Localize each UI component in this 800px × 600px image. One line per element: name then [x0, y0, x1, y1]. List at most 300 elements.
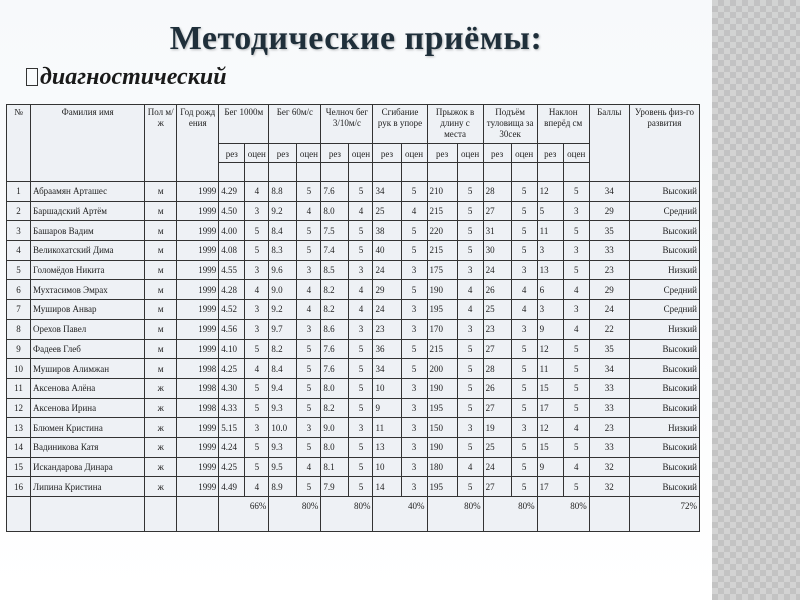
cell-shuttle-result: 8.0	[321, 378, 349, 398]
cell-bend-grade: 3	[563, 201, 589, 221]
cell-jump-result: 215	[427, 241, 457, 261]
cell-situps-result: 25	[483, 300, 511, 320]
cell-shuttle-grade: 3	[349, 418, 373, 438]
cell-number: 16	[7, 477, 31, 497]
cell-pushups-result: 38	[373, 221, 401, 241]
slide-subtitle	[26, 64, 227, 91]
cell-pushups-grade: 5	[401, 241, 427, 261]
cell-jump-grade: 4	[457, 280, 483, 300]
cell-jump-grade: 5	[457, 201, 483, 221]
cell-points: 33	[589, 398, 629, 418]
cell-shuttle-result: 8.1	[321, 457, 349, 477]
cell-bend-grade: 5	[563, 339, 589, 359]
cell-jump-grade: 5	[457, 182, 483, 202]
cell-jump-result: 215	[427, 201, 457, 221]
total-long-jump: 80%	[427, 497, 483, 532]
cell-level: Высокий	[629, 339, 699, 359]
cell-birth-year: 1998	[177, 398, 219, 418]
table-row	[7, 221, 700, 241]
subheader-result: рез	[427, 144, 457, 163]
empty-cell	[589, 497, 629, 532]
col-header-name: Фамилия имя	[31, 105, 145, 182]
cell-level: Высокий	[629, 398, 699, 418]
cell-situps-result: 24	[483, 260, 511, 280]
cell-jump-result: 220	[427, 221, 457, 241]
cell-jump-grade: 3	[457, 418, 483, 438]
cell-jump-result: 215	[427, 339, 457, 359]
cell-sex: м	[145, 339, 177, 359]
cell-pushups-grade: 3	[401, 260, 427, 280]
cell-number: 1	[7, 182, 31, 202]
cell-situps-result: 23	[483, 319, 511, 339]
cell-situps-result: 27	[483, 477, 511, 497]
cell-birth-year: 1999	[177, 437, 219, 457]
cell-number: 9	[7, 339, 31, 359]
table-row	[7, 339, 700, 359]
cell-run-60-result: 8.3	[269, 241, 297, 261]
cell-number: 3	[7, 221, 31, 241]
empty-cell	[349, 163, 373, 182]
cell-situps-grade: 5	[511, 201, 537, 221]
cell-run-1000-result: 4.25	[219, 457, 245, 477]
cell-run-1000-grade: 3	[245, 260, 269, 280]
cell-run-1000-result: 4.50	[219, 201, 245, 221]
cell-run-60-grade: 5	[297, 241, 321, 261]
cell-jump-grade: 3	[457, 319, 483, 339]
cell-run-1000-grade: 4	[245, 477, 269, 497]
cell-bend-result: 11	[537, 221, 563, 241]
col-header-pushups: Сгибание рук в упоре	[373, 105, 427, 144]
cell-number: 8	[7, 319, 31, 339]
cell-run-60-grade: 5	[297, 398, 321, 418]
cell-run-1000-result: 4.25	[219, 359, 245, 379]
cell-sex: м	[145, 201, 177, 221]
table-row	[7, 359, 700, 379]
cell-bend-grade: 5	[563, 398, 589, 418]
table-row	[7, 182, 700, 202]
cell-run-60-result: 9.4	[269, 378, 297, 398]
cell-birth-year: 1999	[177, 260, 219, 280]
cell-pushups-result: 24	[373, 300, 401, 320]
col-header-run-1000: Бег 1000м	[219, 105, 269, 144]
cell-shuttle-grade: 5	[349, 477, 373, 497]
cell-run-1000-result: 4.49	[219, 477, 245, 497]
cell-pushups-grade: 3	[401, 378, 427, 398]
cell-bend-result: 15	[537, 437, 563, 457]
cell-name: Абраамян Арташес	[31, 182, 145, 202]
subheader-result: рез	[373, 144, 401, 163]
cell-bend-grade: 5	[563, 359, 589, 379]
cell-run-1000-result: 4.56	[219, 319, 245, 339]
cell-level: Низкий	[629, 319, 699, 339]
cell-situps-grade: 5	[511, 457, 537, 477]
table-row	[7, 241, 700, 261]
cell-situps-grade: 5	[511, 378, 537, 398]
cell-run-60-grade: 4	[297, 280, 321, 300]
cell-bend-grade: 5	[563, 378, 589, 398]
subheader-result: рез	[219, 144, 245, 163]
cell-name: Блюмен Кристина	[31, 418, 145, 438]
cell-run-1000-result: 4.00	[219, 221, 245, 241]
col-header-long-jump: Прыжок в длину с места	[427, 105, 483, 144]
cell-birth-year: 1998	[177, 359, 219, 379]
empty-cell	[145, 497, 177, 532]
cell-situps-grade: 5	[511, 398, 537, 418]
cell-shuttle-result: 8.2	[321, 398, 349, 418]
cell-name: Фадеев Глеб	[31, 339, 145, 359]
cell-run-1000-grade: 4	[245, 280, 269, 300]
cell-run-1000-result: 4.33	[219, 398, 245, 418]
cell-bend-grade: 5	[563, 182, 589, 202]
cell-run-60-grade: 5	[297, 339, 321, 359]
cell-pushups-grade: 3	[401, 457, 427, 477]
results-table	[6, 104, 700, 532]
cell-run-60-result: 8.4	[269, 221, 297, 241]
cell-birth-year: 1999	[177, 221, 219, 241]
cell-run-60-grade: 3	[297, 319, 321, 339]
cell-pushups-grade: 5	[401, 359, 427, 379]
cell-jump-result: 190	[427, 378, 457, 398]
cell-situps-grade: 5	[511, 221, 537, 241]
cell-number: 7	[7, 300, 31, 320]
cell-name: Аксенова Алёна	[31, 378, 145, 398]
cell-situps-grade: 5	[511, 182, 537, 202]
cell-pushups-result: 36	[373, 339, 401, 359]
cell-points: 33	[589, 241, 629, 261]
subheader-grade: оцен	[457, 144, 483, 163]
cell-sex: ж	[145, 398, 177, 418]
cell-pushups-result: 10	[373, 457, 401, 477]
total-level: 72%	[629, 497, 699, 532]
cell-run-60-result: 9.2	[269, 300, 297, 320]
cell-run-60-grade: 3	[297, 260, 321, 280]
total-bend: 80%	[537, 497, 589, 532]
cell-run-1000-result: 4.28	[219, 280, 245, 300]
cell-jump-result: 195	[427, 300, 457, 320]
cell-jump-grade: 5	[457, 378, 483, 398]
cell-jump-result: 195	[427, 477, 457, 497]
cell-number: 2	[7, 201, 31, 221]
empty-cell	[269, 163, 297, 182]
empty-cell	[219, 163, 245, 182]
cell-level: Высокий	[629, 457, 699, 477]
subheader-grade: оцен	[563, 144, 589, 163]
cell-sex: м	[145, 319, 177, 339]
cell-shuttle-result: 8.5	[321, 260, 349, 280]
empty-cell	[177, 497, 219, 532]
cell-points: 23	[589, 260, 629, 280]
cell-name: Мухтасимов Эмрах	[31, 280, 145, 300]
table-row	[7, 398, 700, 418]
subheader-result: рез	[537, 144, 563, 163]
cell-level: Средний	[629, 280, 699, 300]
cell-run-60-result: 9.0	[269, 280, 297, 300]
cell-run-60-grade: 5	[297, 437, 321, 457]
empty-cell	[7, 497, 31, 532]
cell-jump-result: 170	[427, 319, 457, 339]
cell-run-60-grade: 3	[297, 418, 321, 438]
subheader-grade: оцен	[297, 144, 321, 163]
cell-shuttle-result: 7.9	[321, 477, 349, 497]
table-row	[7, 300, 700, 320]
cell-situps-grade: 5	[511, 437, 537, 457]
cell-number: 4	[7, 241, 31, 261]
cell-run-60-grade: 5	[297, 182, 321, 202]
col-header-birth-year: Год рожд ения	[177, 105, 219, 182]
cell-run-1000-grade: 5	[245, 378, 269, 398]
cell-jump-grade: 5	[457, 241, 483, 261]
cell-shuttle-result: 7.6	[321, 182, 349, 202]
table-row	[7, 201, 700, 221]
cell-run-60-grade: 4	[297, 201, 321, 221]
totals-row	[7, 497, 700, 532]
cell-sex: ж	[145, 437, 177, 457]
cell-situps-grade: 3	[511, 418, 537, 438]
cell-shuttle-grade: 5	[349, 457, 373, 477]
cell-bend-result: 13	[537, 260, 563, 280]
cell-bend-grade: 5	[563, 477, 589, 497]
cell-run-60-result: 8.2	[269, 339, 297, 359]
cell-number: 11	[7, 378, 31, 398]
cell-pushups-result: 14	[373, 477, 401, 497]
cell-jump-grade: 5	[457, 477, 483, 497]
total-shuttle-run: 80%	[321, 497, 373, 532]
cell-name: Великохатский Дима	[31, 241, 145, 261]
cell-run-60-result: 8.8	[269, 182, 297, 202]
cell-run-1000-grade: 5	[245, 398, 269, 418]
empty-cell	[31, 497, 145, 532]
cell-bend-grade: 4	[563, 319, 589, 339]
cell-pushups-result: 24	[373, 260, 401, 280]
cell-bend-grade: 5	[563, 260, 589, 280]
cell-shuttle-result: 9.0	[321, 418, 349, 438]
cell-shuttle-grade: 4	[349, 300, 373, 320]
cell-run-1000-result: 4.29	[219, 182, 245, 202]
cell-situps-grade: 4	[511, 300, 537, 320]
cell-pushups-result: 29	[373, 280, 401, 300]
cell-level: Высокий	[629, 241, 699, 261]
subheader-grade: оцен	[401, 144, 427, 163]
cell-level: Высокий	[629, 359, 699, 379]
cell-bend-result: 12	[537, 182, 563, 202]
table-row	[7, 477, 700, 497]
cell-shuttle-grade: 3	[349, 319, 373, 339]
cell-situps-grade: 5	[511, 359, 537, 379]
empty-cell	[401, 163, 427, 182]
cell-jump-result: 195	[427, 398, 457, 418]
cell-run-60-grade: 4	[297, 300, 321, 320]
cell-bend-result: 9	[537, 319, 563, 339]
table-row	[7, 280, 700, 300]
cell-pushups-grade: 4	[401, 201, 427, 221]
cell-level: Высокий	[629, 378, 699, 398]
empty-cell	[321, 163, 349, 182]
cell-shuttle-grade: 3	[349, 260, 373, 280]
cell-level: Высокий	[629, 477, 699, 497]
cell-number: 14	[7, 437, 31, 457]
empty-cell	[537, 163, 563, 182]
cell-shuttle-grade: 5	[349, 221, 373, 241]
cell-bend-grade: 5	[563, 437, 589, 457]
cell-situps-result: 27	[483, 398, 511, 418]
cell-jump-result: 175	[427, 260, 457, 280]
cell-jump-grade: 4	[457, 457, 483, 477]
table-row	[7, 378, 700, 398]
cell-shuttle-grade: 5	[349, 359, 373, 379]
col-header-sex: Пол м/ж	[145, 105, 177, 182]
cell-jump-result: 210	[427, 182, 457, 202]
cell-pushups-result: 11	[373, 418, 401, 438]
cell-shuttle-grade: 5	[349, 398, 373, 418]
cell-sex: ж	[145, 457, 177, 477]
cell-situps-result: 25	[483, 437, 511, 457]
total-pushups: 40%	[373, 497, 427, 532]
cell-bend-result: 3	[537, 300, 563, 320]
cell-pushups-grade: 3	[401, 398, 427, 418]
empty-cell	[297, 163, 321, 182]
cell-run-1000-grade: 5	[245, 221, 269, 241]
cell-birth-year: 1999	[177, 182, 219, 202]
cell-birth-year: 1999	[177, 477, 219, 497]
cell-name: Голомёдов Никита	[31, 260, 145, 280]
cell-bend-result: 17	[537, 398, 563, 418]
cell-number: 6	[7, 280, 31, 300]
table-row	[7, 260, 700, 280]
cell-points: 32	[589, 457, 629, 477]
cell-sex: м	[145, 221, 177, 241]
cell-sex: ж	[145, 477, 177, 497]
table-row	[7, 457, 700, 477]
subheader-grade: оцен	[349, 144, 373, 163]
cell-run-60-result: 8.9	[269, 477, 297, 497]
cell-points: 34	[589, 182, 629, 202]
cell-bend-result: 5	[537, 201, 563, 221]
cell-shuttle-grade: 5	[349, 241, 373, 261]
cell-number: 15	[7, 457, 31, 477]
cell-situps-result: 28	[483, 359, 511, 379]
cell-points: 23	[589, 418, 629, 438]
subheader-grade: оцен	[245, 144, 269, 163]
cell-shuttle-result: 8.6	[321, 319, 349, 339]
table-row	[7, 418, 700, 438]
cell-jump-result: 150	[427, 418, 457, 438]
cell-name: Башаров Вадим	[31, 221, 145, 241]
cell-pushups-grade: 3	[401, 300, 427, 320]
cell-run-1000-result: 4.10	[219, 339, 245, 359]
cell-number: 10	[7, 359, 31, 379]
empty-cell	[373, 163, 401, 182]
cell-run-1000-result: 4.52	[219, 300, 245, 320]
cell-run-1000-result: 4.24	[219, 437, 245, 457]
total-situps: 80%	[483, 497, 537, 532]
cell-run-60-grade: 5	[297, 359, 321, 379]
cell-pushups-grade: 5	[401, 339, 427, 359]
empty-cell	[457, 163, 483, 182]
cell-birth-year: 1999	[177, 418, 219, 438]
cell-jump-grade: 5	[457, 398, 483, 418]
cell-bend-result: 15	[537, 378, 563, 398]
cell-shuttle-result: 7.5	[321, 221, 349, 241]
cell-points: 29	[589, 280, 629, 300]
cell-run-1000-result: 4.08	[219, 241, 245, 261]
cell-pushups-result: 25	[373, 201, 401, 221]
col-header-bend: Наклон вперёд см	[537, 105, 589, 144]
cell-shuttle-result: 8.2	[321, 300, 349, 320]
cell-sex: м	[145, 359, 177, 379]
cell-pushups-result: 10	[373, 378, 401, 398]
cell-pushups-grade: 5	[401, 280, 427, 300]
cell-run-1000-grade: 3	[245, 319, 269, 339]
cell-name: Липина Кристина	[31, 477, 145, 497]
cell-jump-result: 190	[427, 437, 457, 457]
cell-run-60-result: 8.4	[269, 359, 297, 379]
cell-situps-grade: 3	[511, 319, 537, 339]
empty-cell	[511, 163, 537, 182]
cell-situps-result: 27	[483, 339, 511, 359]
cell-points: 35	[589, 339, 629, 359]
cell-shuttle-result: 7.4	[321, 241, 349, 261]
cell-jump-grade: 4	[457, 300, 483, 320]
subtitle-text: диагностический	[40, 64, 227, 90]
cell-name: Муширов Алимжан	[31, 359, 145, 379]
cell-situps-result: 26	[483, 280, 511, 300]
table-body	[7, 182, 700, 497]
cell-jump-grade: 5	[457, 359, 483, 379]
cell-bend-result: 12	[537, 418, 563, 438]
cell-shuttle-result: 7.6	[321, 339, 349, 359]
cell-number: 12	[7, 398, 31, 418]
cell-level: Высокий	[629, 437, 699, 457]
cell-situps-result: 26	[483, 378, 511, 398]
cell-birth-year: 1999	[177, 457, 219, 477]
col-header-situps: Подъём туловища за 30сек	[483, 105, 537, 144]
cell-points: 34	[589, 359, 629, 379]
cell-situps-result: 24	[483, 457, 511, 477]
cell-pushups-result: 34	[373, 182, 401, 202]
cell-level: Высокий	[629, 182, 699, 202]
cell-run-1000-grade: 5	[245, 457, 269, 477]
cell-bend-result: 11	[537, 359, 563, 379]
cell-sex: ж	[145, 378, 177, 398]
cell-run-60-result: 9.2	[269, 201, 297, 221]
col-header-points: Баллы	[589, 105, 629, 182]
cell-shuttle-result: 8.0	[321, 437, 349, 457]
cell-bend-result: 9	[537, 457, 563, 477]
cell-level: Средний	[629, 300, 699, 320]
cell-birth-year: 1998	[177, 378, 219, 398]
cell-name: Муширов Анвар	[31, 300, 145, 320]
cell-bend-grade: 3	[563, 300, 589, 320]
subheader-result: рез	[269, 144, 297, 163]
cell-name: Искандарова Динара	[31, 457, 145, 477]
col-header-run-60: Бег 60м/с	[269, 105, 321, 144]
cell-birth-year: 1999	[177, 280, 219, 300]
cell-run-1000-result: 4.30	[219, 378, 245, 398]
cell-situps-grade: 5	[511, 477, 537, 497]
cell-points: 32	[589, 477, 629, 497]
cell-name: Аксенова Ирина	[31, 398, 145, 418]
cell-pushups-result: 40	[373, 241, 401, 261]
cell-shuttle-result: 8.0	[321, 201, 349, 221]
cell-run-60-grade: 5	[297, 221, 321, 241]
cell-bend-result: 12	[537, 339, 563, 359]
cell-run-60-result: 9.6	[269, 260, 297, 280]
table-row	[7, 437, 700, 457]
cell-pushups-grade: 3	[401, 319, 427, 339]
cell-run-1000-grade: 3	[245, 418, 269, 438]
cell-name: Вадиникова Катя	[31, 437, 145, 457]
cell-sex: м	[145, 280, 177, 300]
